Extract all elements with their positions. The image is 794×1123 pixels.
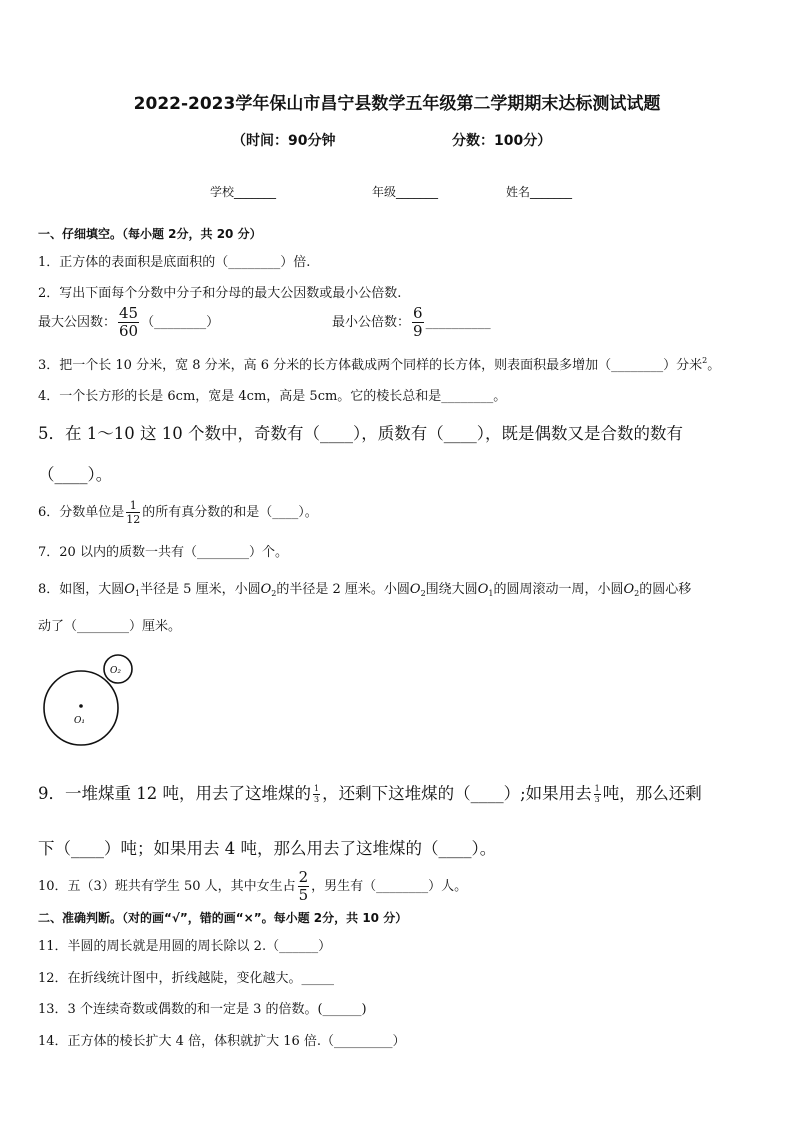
question-4: 4．一个长方形的长是 6cm，宽是 4cm，高是 5cm。它的棱长总和是________。 <box>38 389 507 404</box>
question-6: 6．分数单位是 $\frac{1}{12}$ 的所有真分数的和是（____）。 <box>38 499 318 526</box>
exam-time: （时间：90分钟 <box>232 133 336 149</box>
question-11: 11．半圆的周长就是用圆的周长除以 2.（______） <box>38 939 332 954</box>
school-field[interactable]: 学校_______ <box>210 185 277 199</box>
question-12: 12．在折线统计图中，折线越陡，变化越大。_____ <box>38 971 335 986</box>
question-5-line-2: （____）。 <box>38 465 113 484</box>
question-5-line-1: 5．在 1～10 这 10 个数中，奇数有（____），质数有（____），既是偶数又是合数的数有 <box>38 424 683 443</box>
q2a-fraction: $\frac{45}{60}$ <box>119 304 139 340</box>
q10-fraction: $\frac{2}{5}$ <box>298 868 309 904</box>
question-2a <box>38 306 219 339</box>
question-8-line-2: 动了（________）厘米。 <box>38 619 182 634</box>
question-10: 10．五（3）班共有学生 50 人，其中女生占 $\frac{2}{5}$ ，男生有（________）人。 <box>38 868 468 904</box>
q2b-label: 最小公倍数： <box>332 315 411 330</box>
name-field[interactable]: 姓名_______ <box>506 185 573 199</box>
question-1: 1．正方体的表面积是底面积的（________）倍. <box>38 255 311 270</box>
exam-score: 分数：100分） <box>452 133 552 149</box>
big-circle <box>44 671 118 745</box>
question-9-line-1: 9．一堆煤重 12 吨，用去了这堆煤的 $\frac{1}{3}$ ，还剩下这堆煤的（____）;如果用去 $\frac{1}{3}$ 吨，那么还剩 <box>38 784 702 804</box>
small-circle-label: O₂ <box>110 666 121 676</box>
q2a-blank[interactable]: （________） <box>141 315 220 330</box>
circles-figure <box>38 652 148 757</box>
question-8-line-1: 8．如图，大圆$O_1$半径是 5 厘米，小圆$O_2$的半径是 2 厘米。小圆$O_2$围绕大圆$O_1$的圆周滚动一周，小圆$O_2$的圆心移 <box>38 582 692 598</box>
q9-fraction-2: $\frac{1}{3}$ <box>594 784 600 804</box>
q6-fraction: $\frac{1}{12}$ <box>126 499 141 526</box>
question-7: 7．20 以内的质数一共有（________）个。 <box>38 545 288 560</box>
question-2b <box>332 306 491 339</box>
big-circle-center <box>79 704 83 708</box>
q2b-fraction: $\frac{6}{9}$ <box>413 304 423 340</box>
q2b-blank[interactable]: __________ <box>425 315 491 330</box>
grade-field[interactable]: 年级_______ <box>372 185 439 199</box>
question-2: 2．写出下面每个分数中分子和分母的最大公因数或最小公倍数. <box>38 286 402 301</box>
question-9-line-2: 下（____）吨；如果用去 4 吨，那么用去了这堆煤的（____）。 <box>38 839 497 858</box>
question-13: 13．3 个连续奇数或偶数的和一定是 3 的倍数。(______) <box>38 1002 367 1017</box>
section-2-heading: 二、准确判断。（对的画“√”，错的画“×”。每小题 2分，共 10 分） <box>38 911 408 925</box>
big-circle-label: O₁ <box>74 716 85 726</box>
section-1-heading: 一、仔细填空。（每小题 2分，共 20 分） <box>38 227 262 241</box>
page-title: 2022-2023学年保山市昌宁县数学五年级第二学期期末达标测试试题 <box>133 94 661 114</box>
q9-fraction-1: $\frac{1}{3}$ <box>313 784 320 804</box>
q2a-label: 最大公因数： <box>38 315 117 330</box>
question-3: 3．把一个长 10 分米，宽 8 分米，高 6 分米的长方体截成两个同样的长方体，则表面积最多增加（________）分米$^2$。 <box>38 356 721 373</box>
question-14: 14．正方体的棱长扩大 4 倍，体积就扩大 16 倍.（_________） <box>38 1034 406 1049</box>
